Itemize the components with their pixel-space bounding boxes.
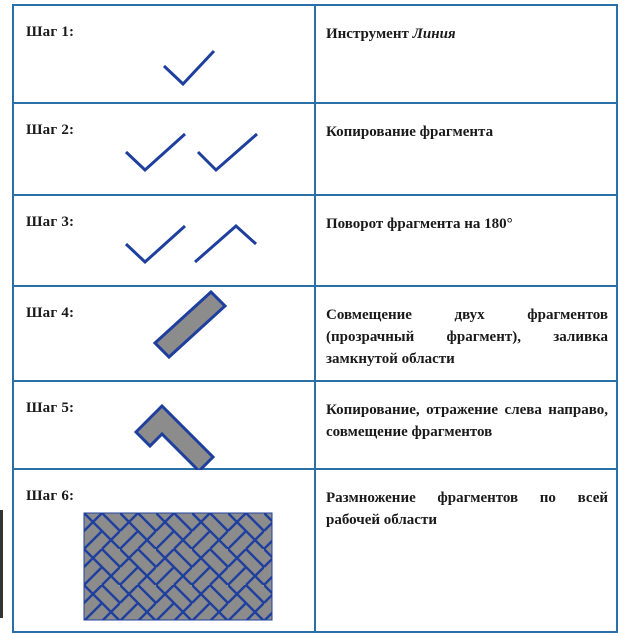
step-5-description: Копирование, отражение слева направо, совмещение фрагментов	[326, 402, 608, 440]
step-3-description-cell	[315, 195, 617, 286]
step-1-description-emph: Линия	[412, 26, 456, 42]
step-3-label: Шаг 3:	[26, 214, 75, 230]
step-6-figure-cell	[13, 469, 315, 632]
table-row	[13, 286, 617, 381]
rotated-checkmark-line	[195, 226, 256, 262]
step-6-description: Размножение фрагментов по всей рабочей области	[326, 490, 608, 528]
checkmark-line	[126, 226, 185, 262]
step-1-figure-cell	[13, 5, 315, 103]
table-row	[13, 469, 617, 632]
step-5-label: Шаг 5:	[26, 400, 75, 416]
step-1-description-prefix: Инструмент	[326, 26, 413, 42]
step-1-figure	[14, 6, 314, 104]
herringbone-pattern-area	[84, 513, 272, 620]
step-2-label: Шаг 2:	[26, 122, 75, 138]
step-4-description: Совмещение двух фрагментов (прозрачный фрагмент), заливка замкнутой области	[326, 307, 608, 367]
table-row	[13, 5, 617, 103]
step-3-description: Поворот фрагмента на 180°	[326, 216, 513, 232]
table-row	[13, 195, 617, 286]
step-1-description-cell	[315, 5, 617, 103]
step-4-figure-cell	[13, 286, 315, 381]
step-2-figure	[14, 104, 314, 196]
step-2-description-cell	[315, 103, 617, 195]
checkmark-line	[164, 51, 214, 84]
step-5-figure-cell	[13, 381, 315, 469]
step-2-figure-cell	[13, 103, 315, 195]
steps-table	[12, 4, 618, 633]
table-row	[13, 381, 617, 469]
table-row	[13, 103, 617, 195]
page-edge-mark	[0, 510, 3, 618]
step-3-figure-cell	[13, 195, 315, 286]
step-4-label: Шаг 4:	[26, 305, 75, 321]
step-1-description	[316, 6, 616, 45]
step-5-figure	[14, 382, 314, 470]
step-3-figure	[14, 196, 314, 287]
checkmark-line-1	[126, 134, 185, 170]
checkmark-line-2	[198, 134, 257, 170]
filled-bar-shape	[155, 292, 225, 357]
step-6-figure	[14, 470, 314, 633]
step-6-description-cell	[315, 469, 617, 632]
step-2-description: Копирование фрагмента	[326, 124, 494, 140]
step-4-figure	[14, 287, 314, 382]
step-1-label: Шаг 1:	[26, 24, 75, 40]
chevron-shape	[136, 406, 213, 470]
step-6-label: Шаг 6:	[26, 488, 75, 504]
step-4-description-cell	[315, 286, 617, 381]
step-5-description-cell	[315, 381, 617, 469]
